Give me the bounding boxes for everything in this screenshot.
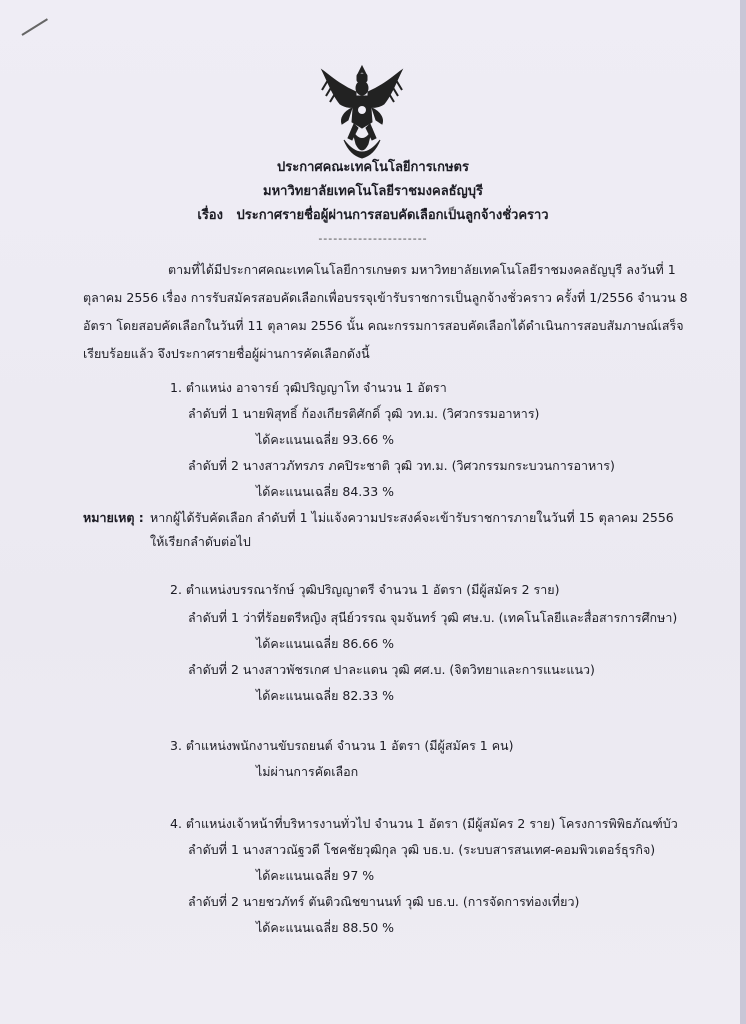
page-edge-shadow [740,0,746,1024]
section1-rank2: ลำดับที่ 2 นางสาวภัทรภร ภคปิระชาติ วุฒิ วท.ม. (วิศวกรรมกระบวนการอาหาร) [188,458,615,473]
section2-rank2: ลำดับที่ 2 นางสาวพัชรเกศ ปาละแดน วุฒิ ศศ.บ. (จิตวิทยาและการแนะแนว) [188,662,595,677]
section1-title: 1. ตำแหน่ง อาจารย์ วุฒิปริญญาโท จำนวน 1 อัตรา [170,380,447,395]
section4-rank2-score: ได้คะแนนเฉลี่ย 88.50 % [256,920,395,935]
section1-rank2-score: ได้คะแนนเฉลี่ย 84.33 % [256,484,395,499]
header-line2: มหาวิทยาลัยเทคโนโลยีราชมงคลธัญบุรี [263,184,483,199]
note-line2: ให้เรียกลำดับต่อไป [150,534,251,549]
section2-title: 2. ตำแหน่งบรรณารักษ์ วุฒิปริญญาตรี จำนวน 1 อัตรา (มีผู้สมัคร 2 ราย) [170,582,560,597]
scan-mark [21,18,48,36]
subject-label: เรื่อง [197,208,223,223]
section2-rank2-score: ได้คะแนนเฉลี่ย 82.33 % [256,688,395,703]
header-line1: ประกาศคณะเทคโนโลยีการเกษตร [277,160,469,175]
section1-rank1-score: ได้คะแนนเฉลี่ย 93.66 % [256,432,395,447]
subject-text: ประกาศรายชื่อผู้ผ่านการสอบคัดเลือกเป็นลูกจ้างชั่วคราว [236,208,549,223]
section4-rank1-score: ได้คะแนนเฉลี่ย 97 % [256,868,375,883]
garuda-emblem-icon [318,62,406,162]
intro-line-4: เรียบร้อยแล้ว จึงประกาศรายชื่อผู้ผ่านการคัดเลือกดังนี้ [83,346,370,361]
section2-rank1: ลำดับที่ 1 ว่าที่ร้อยตรีหญิง สุนีย์วรรณ จุมจันทร์ วุฒิ ศษ.บ. (เทคโนโลยีและสื่อสารการศึกษา) [188,610,678,625]
note-label: หมายเหตุ : [83,510,144,525]
section1-rank1: ลำดับที่ 1 นายพิสุทธิ์ ก้องเกียรติศักดิ์ วุฒิ วท.ม. (วิศวกรรมอาหาร) [188,406,540,421]
header-divider: ---------------------- [318,232,428,245]
section4-rank1: ลำดับที่ 1 นางสาวณัฐวดี โชคชัยวุฒิกุล วุฒิ บธ.บ. (ระบบสารสนเทศ-คอมพิวเตอร์ธุรกิจ) [188,842,656,857]
note-line1: หากผู้ได้รับคัดเลือก ลำดับที่ 1 ไม่แจ้งความประสงค์จะเข้ารับราชการภายในวันที่ 15 ตุลาคม 2556 [150,510,674,525]
intro-line-2: ตุลาคม 2556 เรื่อง การรับสมัครสอบคัดเลือกเพื่อบรรจุเข้ารับราชการเป็นลูกจ้างชั่วคราว ครั้งที่ 1/2556 จำนวน 8 [83,290,688,305]
section4-rank2: ลำดับที่ 2 นายชวภัทร์ ตันติวณิชขานนท์ วุฒิ บธ.บ. (การจัดการท่องเที่ยว) [188,894,580,909]
header-subject [0,208,746,224]
section2-rank1-score: ได้คะแนนเฉลี่ย 86.66 % [256,636,395,651]
section4-title: 4. ตำแหน่งเจ้าหน้าที่บริหารงานทั่วไป จำนวน 1 อัตรา (มีผู้สมัคร 2 ราย) โครงการพิพิธภัณฑ์บัว [170,816,678,831]
intro-line-1: ตามที่ได้มีประกาศคณะเทคโนโลยีการเกษตร มหาวิทยาลัยเทคโนโลยีราชมงคลธัญบุรี ลงวันที่ 1 [168,262,676,277]
section3-title: 3. ตำแหน่งพนักงานขับรถยนต์ จำนวน 1 อัตรา (มีผู้สมัคร 1 คน) [170,738,514,753]
section3-result: ไม่ผ่านการคัดเลือก [256,764,359,779]
intro-line-3: อัตรา โดยสอบคัดเลือกในวันที่ 11 ตุลาคม 2556 นั้น คณะกรรมการสอบคัดเลือกได้ดำเนินการสอบสัมภาษณ์เสร็จ [83,318,684,333]
